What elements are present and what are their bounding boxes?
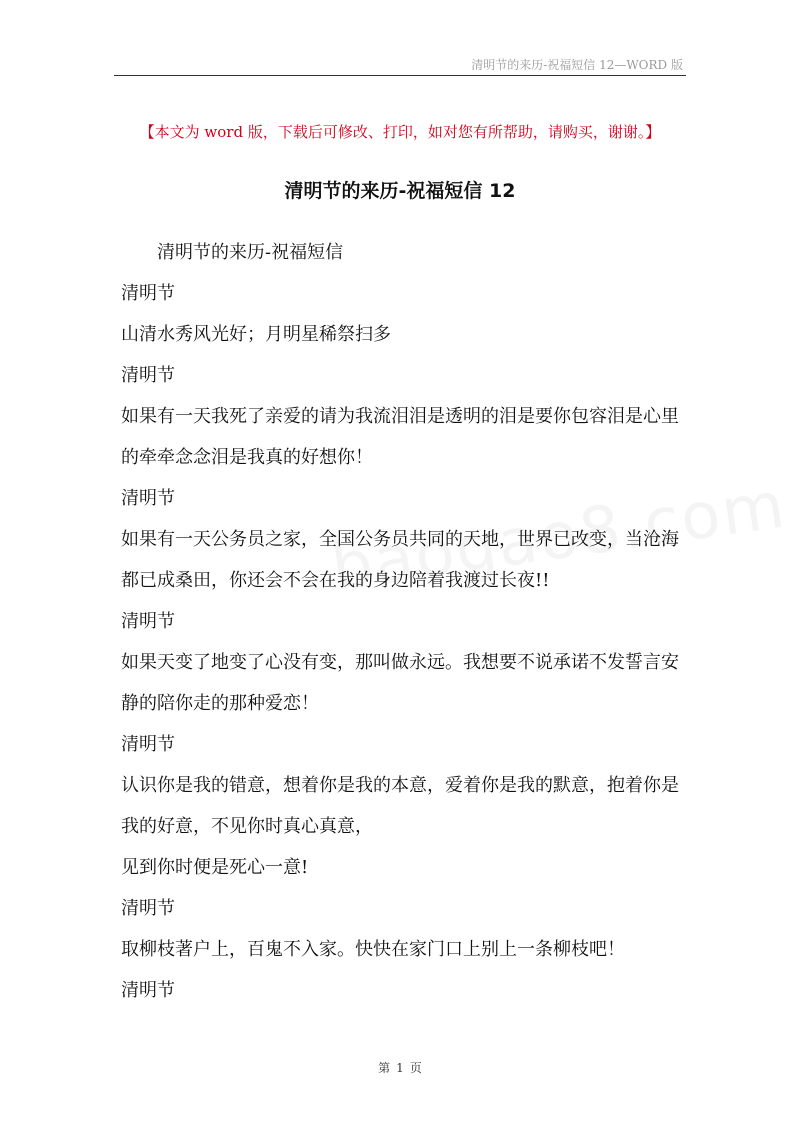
document-title: 清明节的来历-祝福短信 12 <box>284 180 516 202</box>
paragraph: 清明节 <box>121 734 175 755</box>
download-notice: 【本文为 word 版，下载后可修改、打印，如对您有所帮助，请购买，谢谢。】 <box>139 123 661 141</box>
page-suffix: 页 <box>409 1061 422 1075</box>
document-body <box>121 232 687 1011</box>
paragraph: 清明节 <box>121 611 175 632</box>
paragraph: 清明节 <box>121 898 175 919</box>
paragraph: 清明节的来历-祝福短信 <box>157 242 344 263</box>
running-header: 清明节的来历-祝福短信 12—WORD 版 <box>471 58 683 72</box>
paragraph: 清明节 <box>121 980 175 1001</box>
paragraph: 认识你是我的错意，想着你是我的本意，爱着你是我的默意，抱着你是我的好意，不见你时真心真意， <box>121 775 679 837</box>
paragraph: 如果有一天公务员之家，全国公务员共同的天地，世界已改变，当沧海都已成桑田，你还会不会在我的身边陪着我渡过长夜!! <box>121 529 679 591</box>
page-prefix: 第 <box>378 1061 391 1075</box>
paragraph: 山清水秀风光好；月明星稀祭扫多 <box>121 324 391 345</box>
paragraph: 取柳枝著户上，百鬼不入家。快快在家门口上别上一条柳枝吧！ <box>121 939 625 960</box>
paragraph: 清明节 <box>121 365 175 386</box>
page-footer <box>0 1059 800 1076</box>
paragraph: 见到你时便是死心一意! <box>121 857 309 878</box>
paragraph: 清明节 <box>121 488 175 509</box>
page-number: 1 <box>396 1061 404 1075</box>
header-divider <box>114 75 686 76</box>
paragraph: 清明节 <box>121 283 175 304</box>
paragraph: 如果天变了地变了心没有变，那叫做永远。我想要不说承诺不发誓言安静的陪你走的那种爱恋！ <box>121 652 679 714</box>
paragraph: 如果有一天我死了亲爱的请为我流泪泪是透明的泪是要你包容泪是心里的牵牵念念泪是我真的好想你！ <box>121 406 679 468</box>
